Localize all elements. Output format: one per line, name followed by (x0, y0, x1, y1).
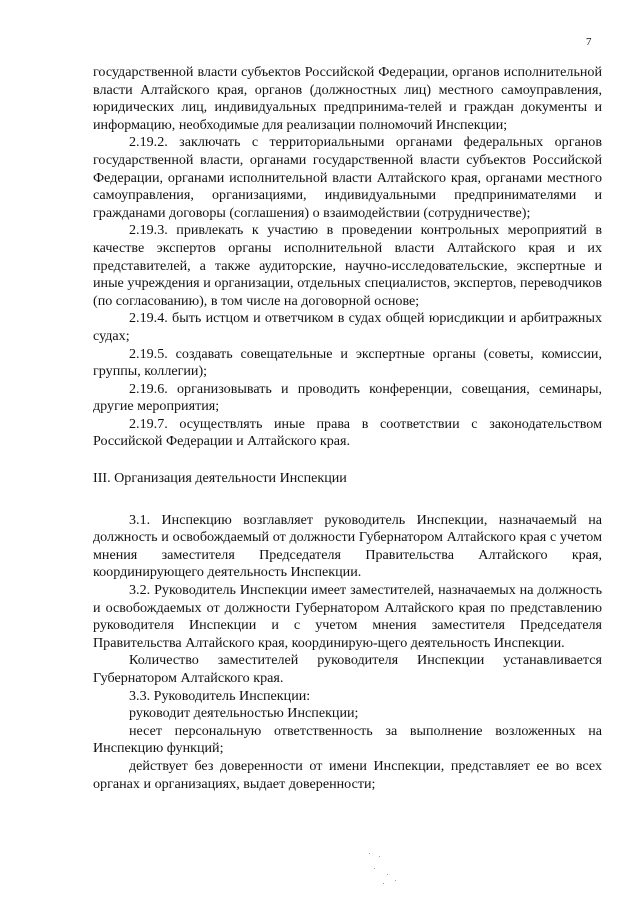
duty-item: несет персональную ответственность за выполнение возложенных на Инспекцию функций; (93, 722, 602, 757)
paragraph-3-1: 3.1. Инспекцию возглавляет руководитель Инспекции, назначаемый на должность и освобождаемый от должности Губернатором Алтайского края с учетом мнения заместителя Председателя Правительства Алтайского края, координирующего деятельность Инспекции. (93, 511, 602, 581)
paragraph-3-2: 3.2. Руководитель Инспекции имеет заместителей, назначаемых на должность и освобождаемых от должности Губернатором Алтайского края по представлению руководителя Инспекции и с учетом мнения заместителя Председателя Правительства Алтайского края, координирую-щего деятельность Инспекции. (93, 582, 602, 651)
section-heading: III. Организация деятельности Инспекции (93, 470, 347, 487)
page-number: 7 (586, 36, 592, 48)
paragraph-2-19-5: 2.19.5. создавать совещательные и экспертные органы (советы, комиссии, группы, коллегии); (93, 345, 602, 380)
paragraph-2-19-7: 2.19.7. осуществлять иные права в соответствии с законодательством Российской Федерации и Алтайского края. (93, 415, 602, 450)
document-body (93, 64, 602, 793)
paragraph-2-19-6: 2.19.6. организовывать и проводить конференции, совещания, семинары, другие мероприятия; (93, 380, 602, 415)
scan-specks (365, 850, 405, 890)
paragraph-2-19-3: 2.19.3. привлекать к участию в проведении контрольных мероприятий в качестве экспертов органы исполнительной власти Алтайского края и их представителей, а также аудиторские, научно-исследовательские, экспертные и иные учреждения и организации, отдельных специалистов, экспертов, переводчиков (по согласованию), в том числе на договорной основе; (93, 222, 602, 309)
duty-item: руководит деятельностью Инспекции; (129, 705, 359, 722)
duty-item: действует без доверенности от имени Инспекции, представляет ее во всех органах и организациях, выдает доверенности; (93, 757, 602, 792)
paragraph-2-19-4: 2.19.4. быть истцом и ответчиком в судах общей юрисдикции и арбитражных судах; (93, 310, 602, 344)
paragraph-3-3: 3.3. Руководитель Инспекции: (129, 687, 311, 704)
paragraph-continuation: государственной власти субъектов Российской Федерации, органов исполнительной власти Алтайского края, органов (должностных лиц) местного самоуправления, юридических лиц, индивидуальных предпринима-телей и граждан документы и информацию, необходимые для реализации полномочий Инспекции; (93, 64, 602, 133)
paragraph-2-19-2: 2.19.2. заключать с территориальными органами федеральных органов государственной власти, органами государственной власти субъектов Российской Федерации, органами исполнительной власти Алтайского края, органами местного самоуправления, организациями, индивидуальными предпринимателями и гражданами договоры (соглашения) о взаимодействии (сотрудничестве); (93, 134, 602, 221)
paragraph-deputies-count: Количество заместителей руководителя Инспекции устанавливается Губернатором Алтайского края. (93, 652, 602, 686)
